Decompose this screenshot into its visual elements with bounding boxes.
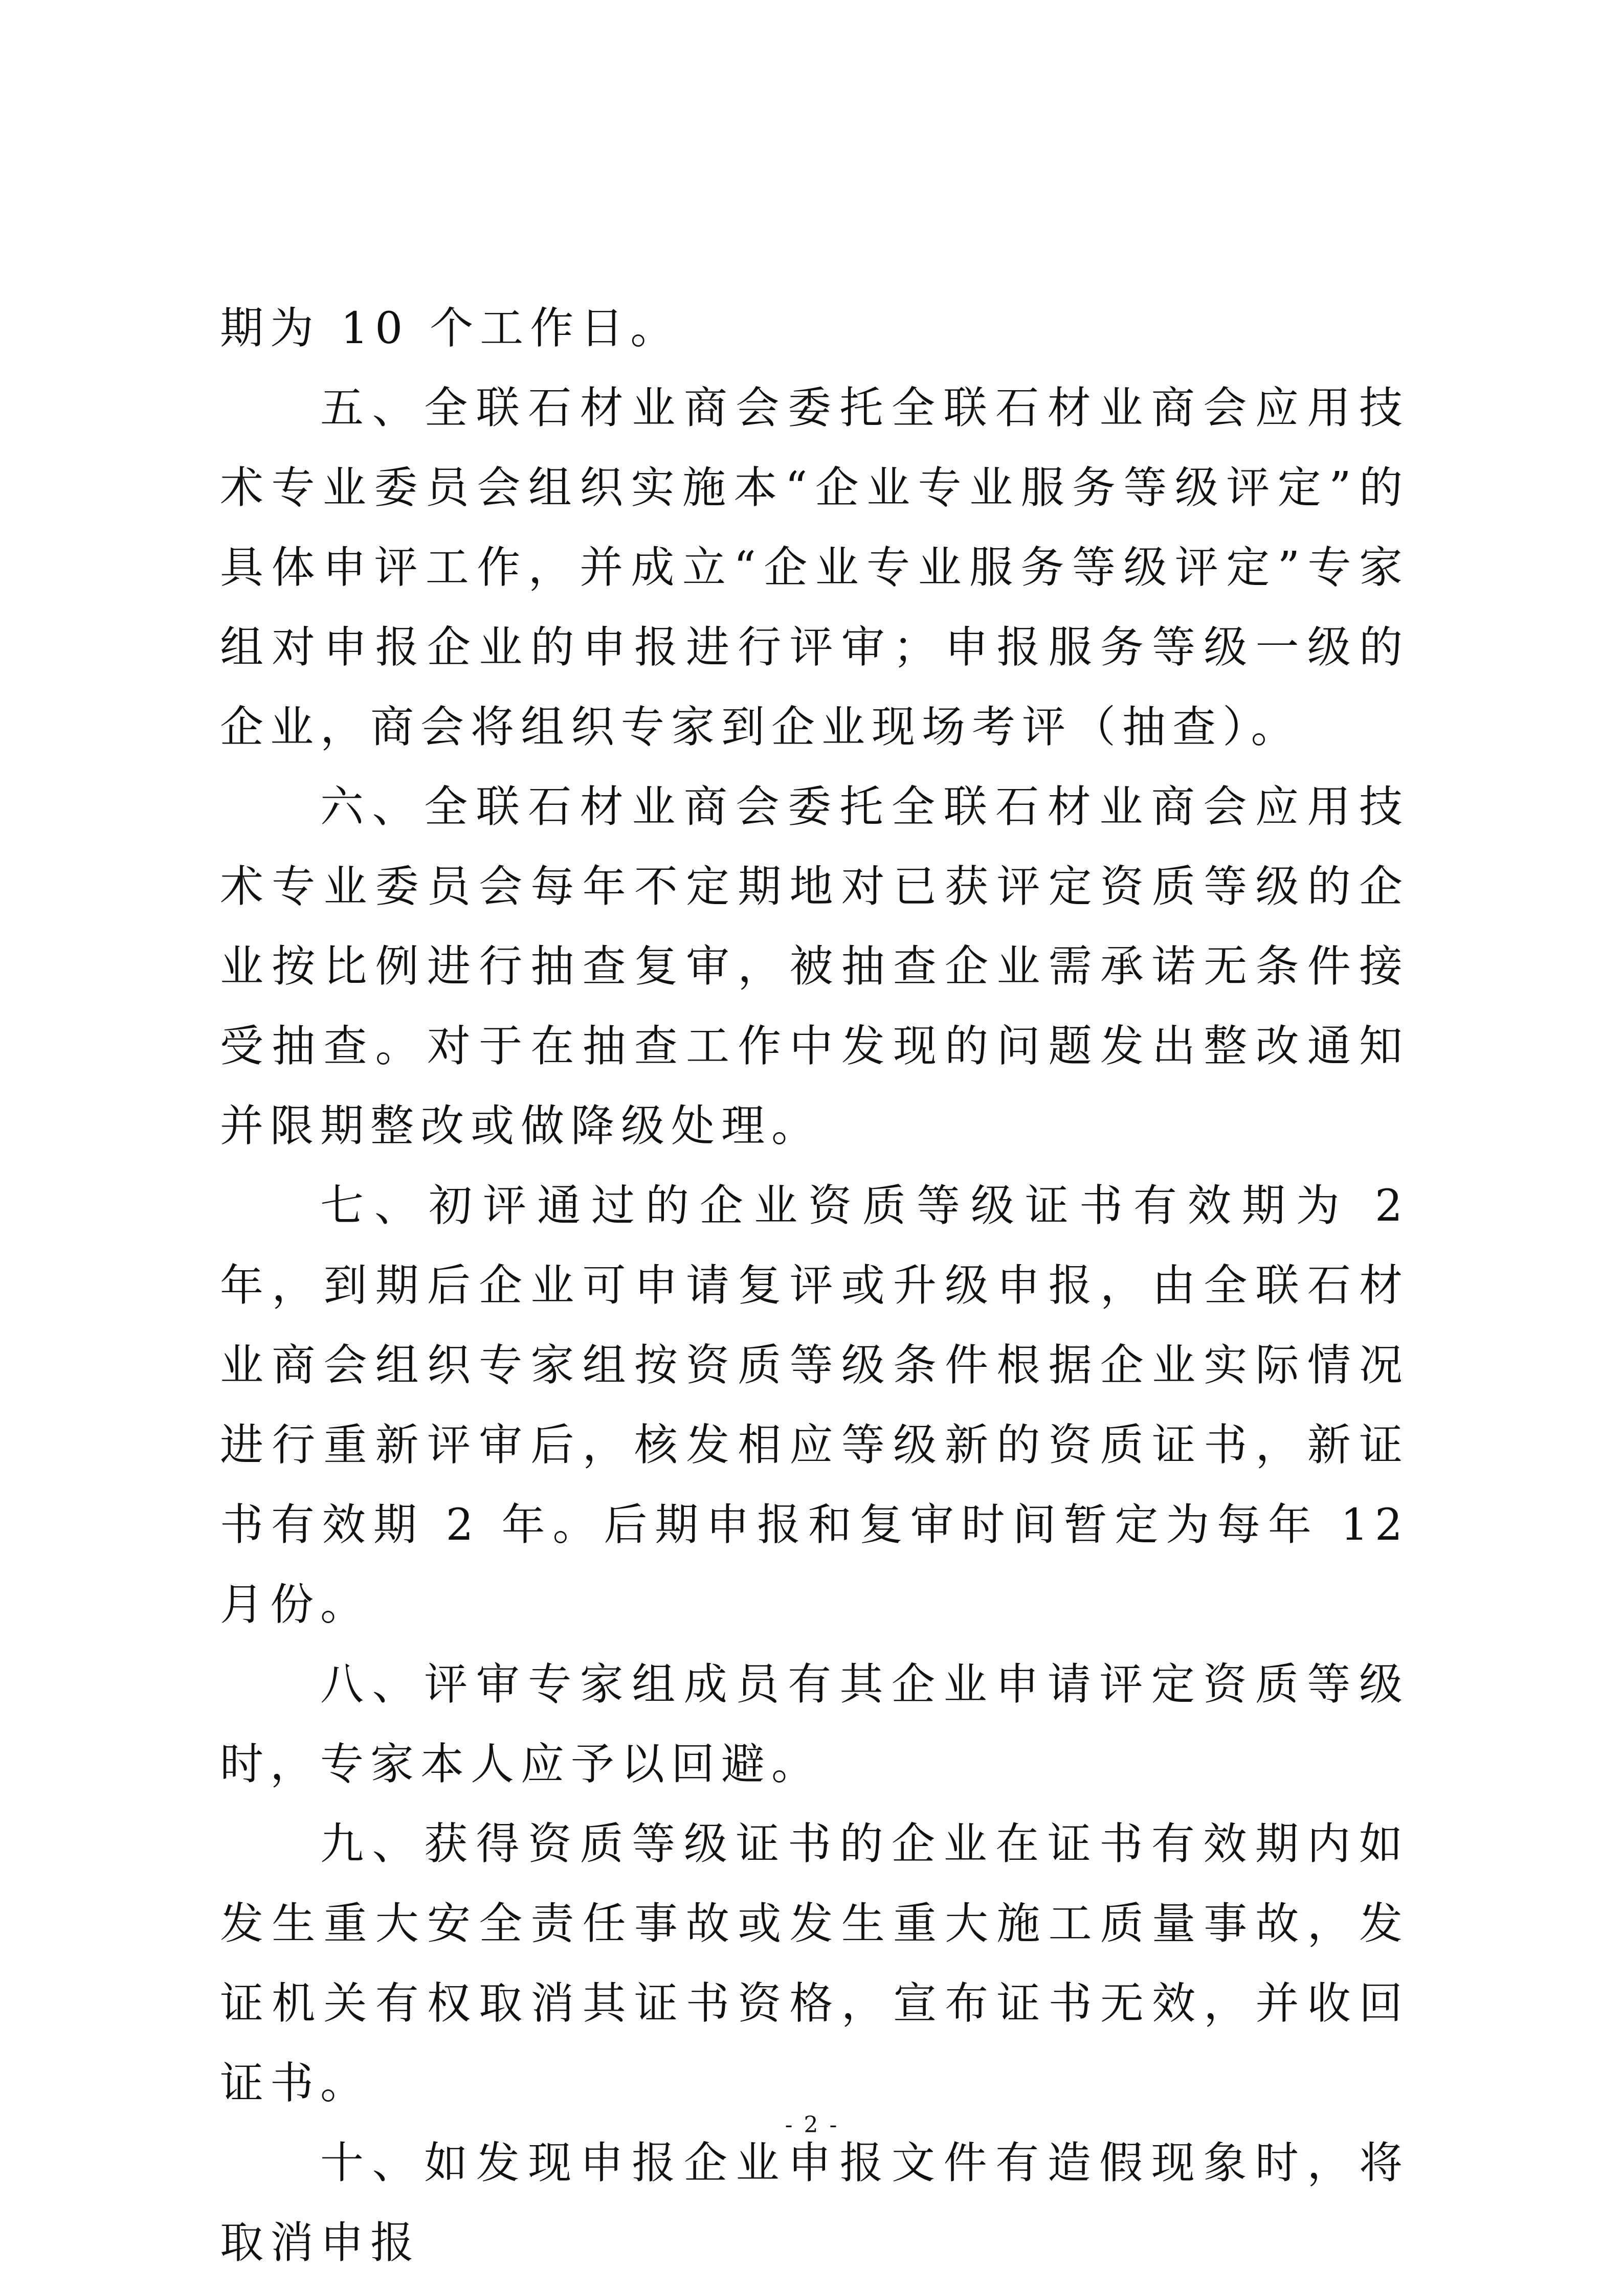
paragraph-item-7: 七、初评通过的企业资质等级证书有效期为 2 年，到期后企业可申请复评或升级申报，由全联石材业商会组织专家组按资质等级条件根据企业实际情况进行重新评审后，核发相应等级新的资质证书，新证书有效期 2 年。后期申报和复审时间暂定为每年 12 月份。	[220, 1181, 1409, 1630]
paragraph-item-5: 五、全联石材业商会委托全联石材业商会应用技术专业委员会组织实施本“企业专业服务等级评定”的具体申评工作，并成立“企业专业服务等级评定”专家组对申报企业的申报进行评审；申报服务等级一级的企业，商会将组织专家到企业现场考评（抽查）。	[220, 383, 1409, 753]
paragraph-continuation: 期为 10 个工作日。	[220, 303, 681, 354]
paragraph-item-6: 六、全联石材业商会委托全联石材业商会应用技术专业委员会每年不定期地对已获评定资质等级的企业按比例进行抽查复审，被抽查企业需承诺无条件接受抽查。对于在抽查工作中发现的问题发出整改通知并限期整改或做降级处理。	[220, 782, 1409, 1152]
page-number: - 2 -	[785, 2112, 839, 2138]
paragraph-item-10: 十、如发现申报企业申报文件有造假现象时，将取消申报	[220, 2138, 1409, 2268]
paragraph-item-8: 八、评审专家组成员有其企业申请评定资质等级时，专家本人应予以回避。	[220, 1659, 1409, 1790]
document-body	[220, 289, 1409, 2283]
paragraph-item-9: 九、获得资质等级证书的企业在证书有效期内如发生重大安全责任事故或发生重大施工质量事故，发证机关有权取消其证书资格，宣布证书无效，并收回证书。	[220, 1819, 1409, 2109]
